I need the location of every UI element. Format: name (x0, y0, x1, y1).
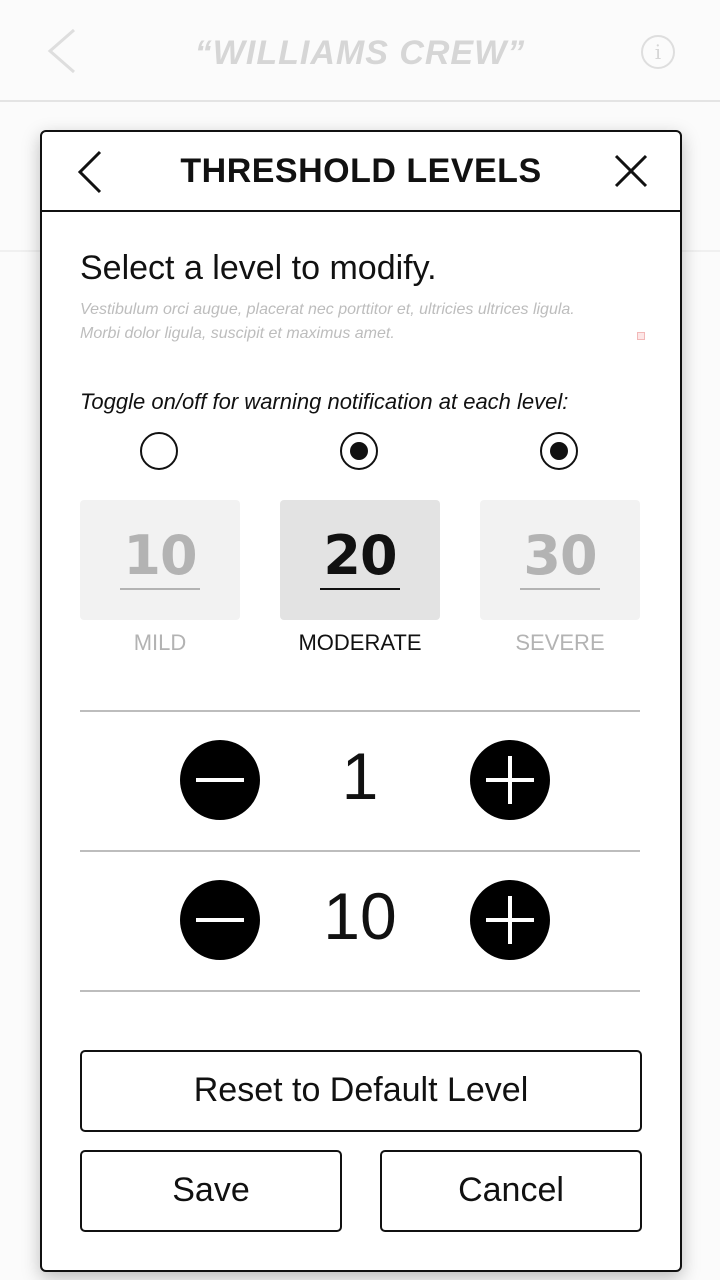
level-box-severe[interactable] (480, 500, 640, 620)
level-underline (120, 588, 200, 590)
level-box-moderate[interactable] (280, 500, 440, 620)
description-line: Morbi dolor ligula, suscipit et maximus amet. (80, 325, 395, 342)
plus-icon-vertical (508, 756, 512, 804)
info-icon[interactable]: i (641, 35, 675, 69)
level-underline (320, 588, 400, 590)
level-label-severe: SEVERE (515, 630, 605, 655)
radio-dot (550, 442, 568, 460)
threshold-levels-dialog (40, 130, 682, 1272)
level-label-mild: MILD (133, 630, 187, 655)
dialog-title: THRESHOLD LEVELS (180, 152, 542, 190)
divider (80, 710, 640, 712)
level-box-mild[interactable] (80, 500, 240, 620)
decrement-button[interactable] (180, 740, 260, 820)
notification-toggle-mild[interactable] (140, 432, 178, 470)
level-value: 10 (123, 524, 197, 587)
notification-toggle-moderate[interactable] (340, 432, 378, 470)
increment-button[interactable] (470, 740, 550, 820)
stepper-value: 1 (341, 739, 379, 813)
level-underline (520, 588, 600, 590)
radio-dot (350, 442, 368, 460)
divider (80, 990, 640, 992)
dialog-header (42, 132, 680, 212)
plus-icon-vertical (508, 896, 512, 944)
save-button[interactable]: Save (80, 1150, 342, 1232)
minus-icon (196, 918, 244, 922)
small-marker (637, 332, 645, 340)
minus-icon (196, 778, 244, 782)
level-value: 30 (523, 524, 597, 587)
instruction-heading: Select a level to modify. (80, 249, 437, 287)
toggle-label: Toggle on/off for warning notification at each level: (80, 389, 569, 414)
close-icon[interactable] (614, 154, 648, 188)
description-line: Vestibulum orci augue, placerat nec porttitor et, ultricies ultrices ligula. (80, 301, 575, 318)
reset-default-button[interactable]: Reset to Default Level (80, 1050, 642, 1132)
decrement-button[interactable] (180, 880, 260, 960)
increment-button[interactable] (470, 880, 550, 960)
notification-toggle-severe[interactable] (540, 432, 578, 470)
divider (80, 850, 640, 852)
stepper-value: 10 (323, 879, 397, 953)
level-value: 20 (323, 524, 397, 587)
app-header (0, 0, 720, 102)
level-label-moderate: MODERATE (298, 630, 422, 655)
app-title: “WILLIAMS CREW” (194, 34, 526, 72)
cancel-button[interactable]: Cancel (380, 1150, 642, 1232)
description-text (80, 298, 640, 346)
